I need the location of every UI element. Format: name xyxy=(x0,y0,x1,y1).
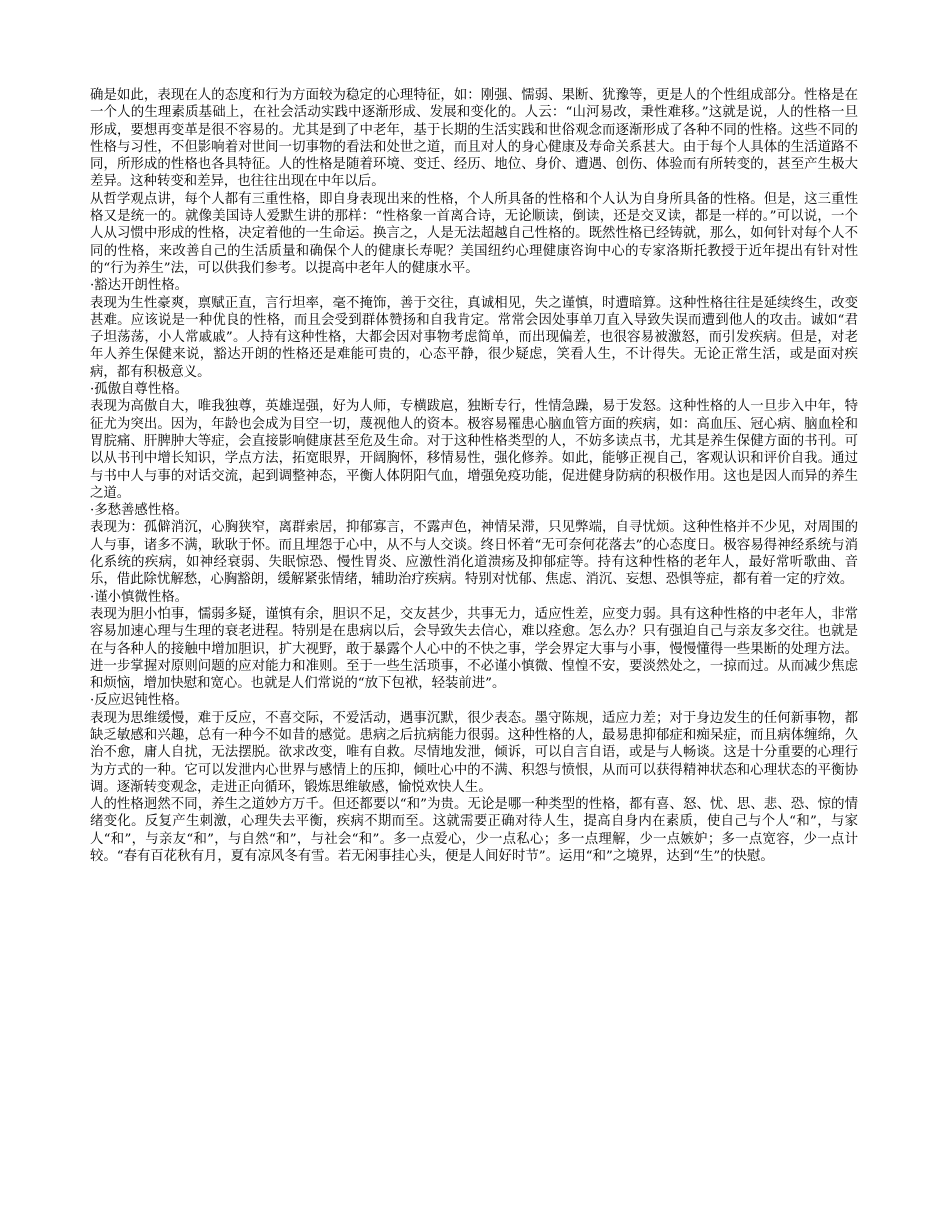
section-heading-cautious: ·谨小慎微性格。 xyxy=(90,589,188,605)
section-heading-slow-reacting: ·反应迟钝性格。 xyxy=(90,693,188,709)
section-heading-melancholic: ·多愁善感性格。 xyxy=(90,503,188,519)
section-body-cautious: 表现为胆小怕事，懦弱多疑，谨慎有余，胆识不足，交友甚少，共事无力，适应性差，应变力弱。具有这种性格的中老年人，非常容易加速心理与生理的衰老进程。特别是在患病以后，会导致失去信心，难以痊愈。怎么办？只有强迫自己与亲友多交往。也就是在与各种人的接触中增加胆识，扩大视野，敢于暴露个人心中的不快之事，学会界定大事与小事，慢慢懂得一些果断的处理方法。进一步掌握对原则问题的应对能力和准则。至于一些生活琐事，不必谨小慎微、惶惶不安，要淡然处之，一掠而过。从而减少焦虑和烦恼，增加快慰和宽心。也就是人们常说的“放下包袱，轻装前进”。 xyxy=(90,606,858,692)
section-heading-arrogant: ·孤傲自尊性格。 xyxy=(90,382,188,398)
section-heading-open-minded: ·豁达开朗性格。 xyxy=(90,278,188,294)
section-body-open-minded: 表现为生性豪爽，禀赋正直，言行坦率，毫不掩饰，善于交往，真诚相见，失之谨慎，时遭暗算。这种性格往往是延续终生，改变甚难。应该说是一种优良的性格，而且会受到群体赞扬和自我肯定。常常会因处事单刀直入导致失误而遭到他人的攻击。诚如“君子坦荡荡，小人常戚戚”。人持有这种性格，大都会因对事物考虑简单，而出现偏差，也很容易被激怒，而引发疾病。但是，对老年人养生保健来说，豁达开朗的性格还是难能可贵的，心态平静，很少疑虑，笑看人生，不计得失。无论正常生活，或是面对疾病，都有积极意义。 xyxy=(90,295,858,380)
intro-paragraph-1: 确是如此，表现在人的态度和行为方面较为稳定的心理特征，如：刚强、懦弱、果断、犹豫等，更是人的个性组成部分。性格是在一个人的生理素质基础上，在社会活动实践中逐渐形成、发展和变化的。人云：“山河易改，秉性难移。”这就是说，人的性格一旦形成，要想再变革是很不容易的。尤其是到了中老年，基于长期的生活实践和世俗观念而逐渐形成了各种不同的性格。这些不同的性格与习性，不但影响着对世间一切事物的看法和处世之道，而且对人的身心健康及寿命关系甚大。由于每个人具体的生活道路不同，所形成的性格也各具特征。人的性格是随着环境、变迁、经历、地位、身价、遭遇、创伤、体验而有所转变的，甚至产生极大差异。这种转变和差异，也往往出现在中年以后。 xyxy=(90,88,858,190)
section-body-melancholic: 表现为：孤僻消沉，心胸狭窄，离群索居，抑郁寡言，不露声色，神情呆滞，只见弊端，自寻忧烦。这种性格并不少见，对周围的人与事，诸多不满，耿耿于怀。而且埋怨于心中，从不与人交谈。终日怀着“无可奈何花落去”的心态度日。极容易得神经系统与消化系统的疾病，如神经衰弱、失眠惊恐、慢性胃炎、应激性消化道溃疡及抑郁症等。持有这种性格的老年人，最好常听歌曲、音乐，借此除忧解愁，心胸豁朗，缓解紧张情绪，辅助治疗疾病。特别对忧郁、焦虑、消沉、妄想、恐惧等症，都有着一定的疗效。 xyxy=(90,520,858,588)
conclusion-paragraph: 人的性格迥然不同，养生之道妙方万千。但还都要以“和”为贵。无论是哪一种类型的性格，都有喜、怒、忧、思、悲、恐、惊的情绪变化。反复产生刺激，心理失去平衡，疾病不期而至。这就需要正确对待人生，提高自身内在素质，使自己与个人“和”，与家人“和”，与亲友“和”，与自然“和”，与社会“和”。多一点爱心，少一点私心；多一点理解，少一点嫉妒；多一点宽容，少一点计较。“春有百花秋有月，夏有凉风冬有雪。若无闲事挂心头，便是人间好时节”。运用“和”之境界，达到“生”的快慰。 xyxy=(90,797,858,865)
intro-paragraph-2: 从哲学观点讲，每个人都有三重性格，即自身表现出来的性格，个人所具备的性格和个人认为自身所具备的性格。但是，这三重性格又是统一的。就像美国诗人爱默生讲的那样：“性格象一首离合诗，无论顺读，倒读，还是交叉读，都是一样的。”可以说，一个人从习惯中形成的性格，决定着他的一生命运。换言之，人是无法超越自己性格的。既然性格已经铸就，那么，如何针对每个人不同的性格，来改善自己的生活质量和确保个人的健康长寿呢？美国纽约心理健康咨询中心的专家洛斯托教授于近年提出有针对性的“行为养生”法，可以供我们参考。以提高中老年人的健康水平。 xyxy=(90,191,858,276)
section-body-slow-reacting: 表现为思维缓慢，难于反应，不喜交际，不爱活动，遇事沉默，很少表态。墨守陈规，适应力差；对于身边发生的任何新事物，都缺乏敏感和兴趣，总有一种今不如昔的感觉。患病之后抗病能力很弱。这种性格的人，最易患抑郁症和痴呆症，而且病体缠绵，久治不愈，庸人自扰，无法摆脱。欲求改变，唯有自救。尽情地发泄，倾诉，可以自言自语，或是与人畅谈。这是十分重要的心理行为方式的一种。它可以发泄内心世界与感情上的压抑，倾吐心中的不满、积怨与愤恨，从而可以获得精神状态和心理状态的平衡协调。逐渐转变观念，走进正向循环，锻炼思维敏感，愉悦欢快人生。 xyxy=(90,710,858,795)
section-body-arrogant: 表现为高傲自大，唯我独尊，英雄逞强，好为人师，专横跋扈，独断专行，性情急躁，易于发怒。这种性格的人一旦步入中年，特征尤为突出。因为，年龄也会成为目空一切，蔑视他人的资本。极容易罹患心脑血管方面的疾病，如：高血压、冠心病、脑血栓和胃脘痛、肝脾肿大等症，会直接影响健康甚至危及生命。对于这种性格类型的人，不妨多读点书，尤其是养生保健方面的书刊。可以从书刊中增长知识，学点方法，拓宽眼界，开阔胸怀，移情易性，强化修养。如此，能够正视自己，客观认识和评价自我。通过与书中人与事的对话交流，起到调整神态，平衡人体阴阳气血，增强免疫功能，促进健身防病的积极作用。这也是因人而异的养生之道。 xyxy=(90,399,858,501)
article xyxy=(90,87,858,865)
